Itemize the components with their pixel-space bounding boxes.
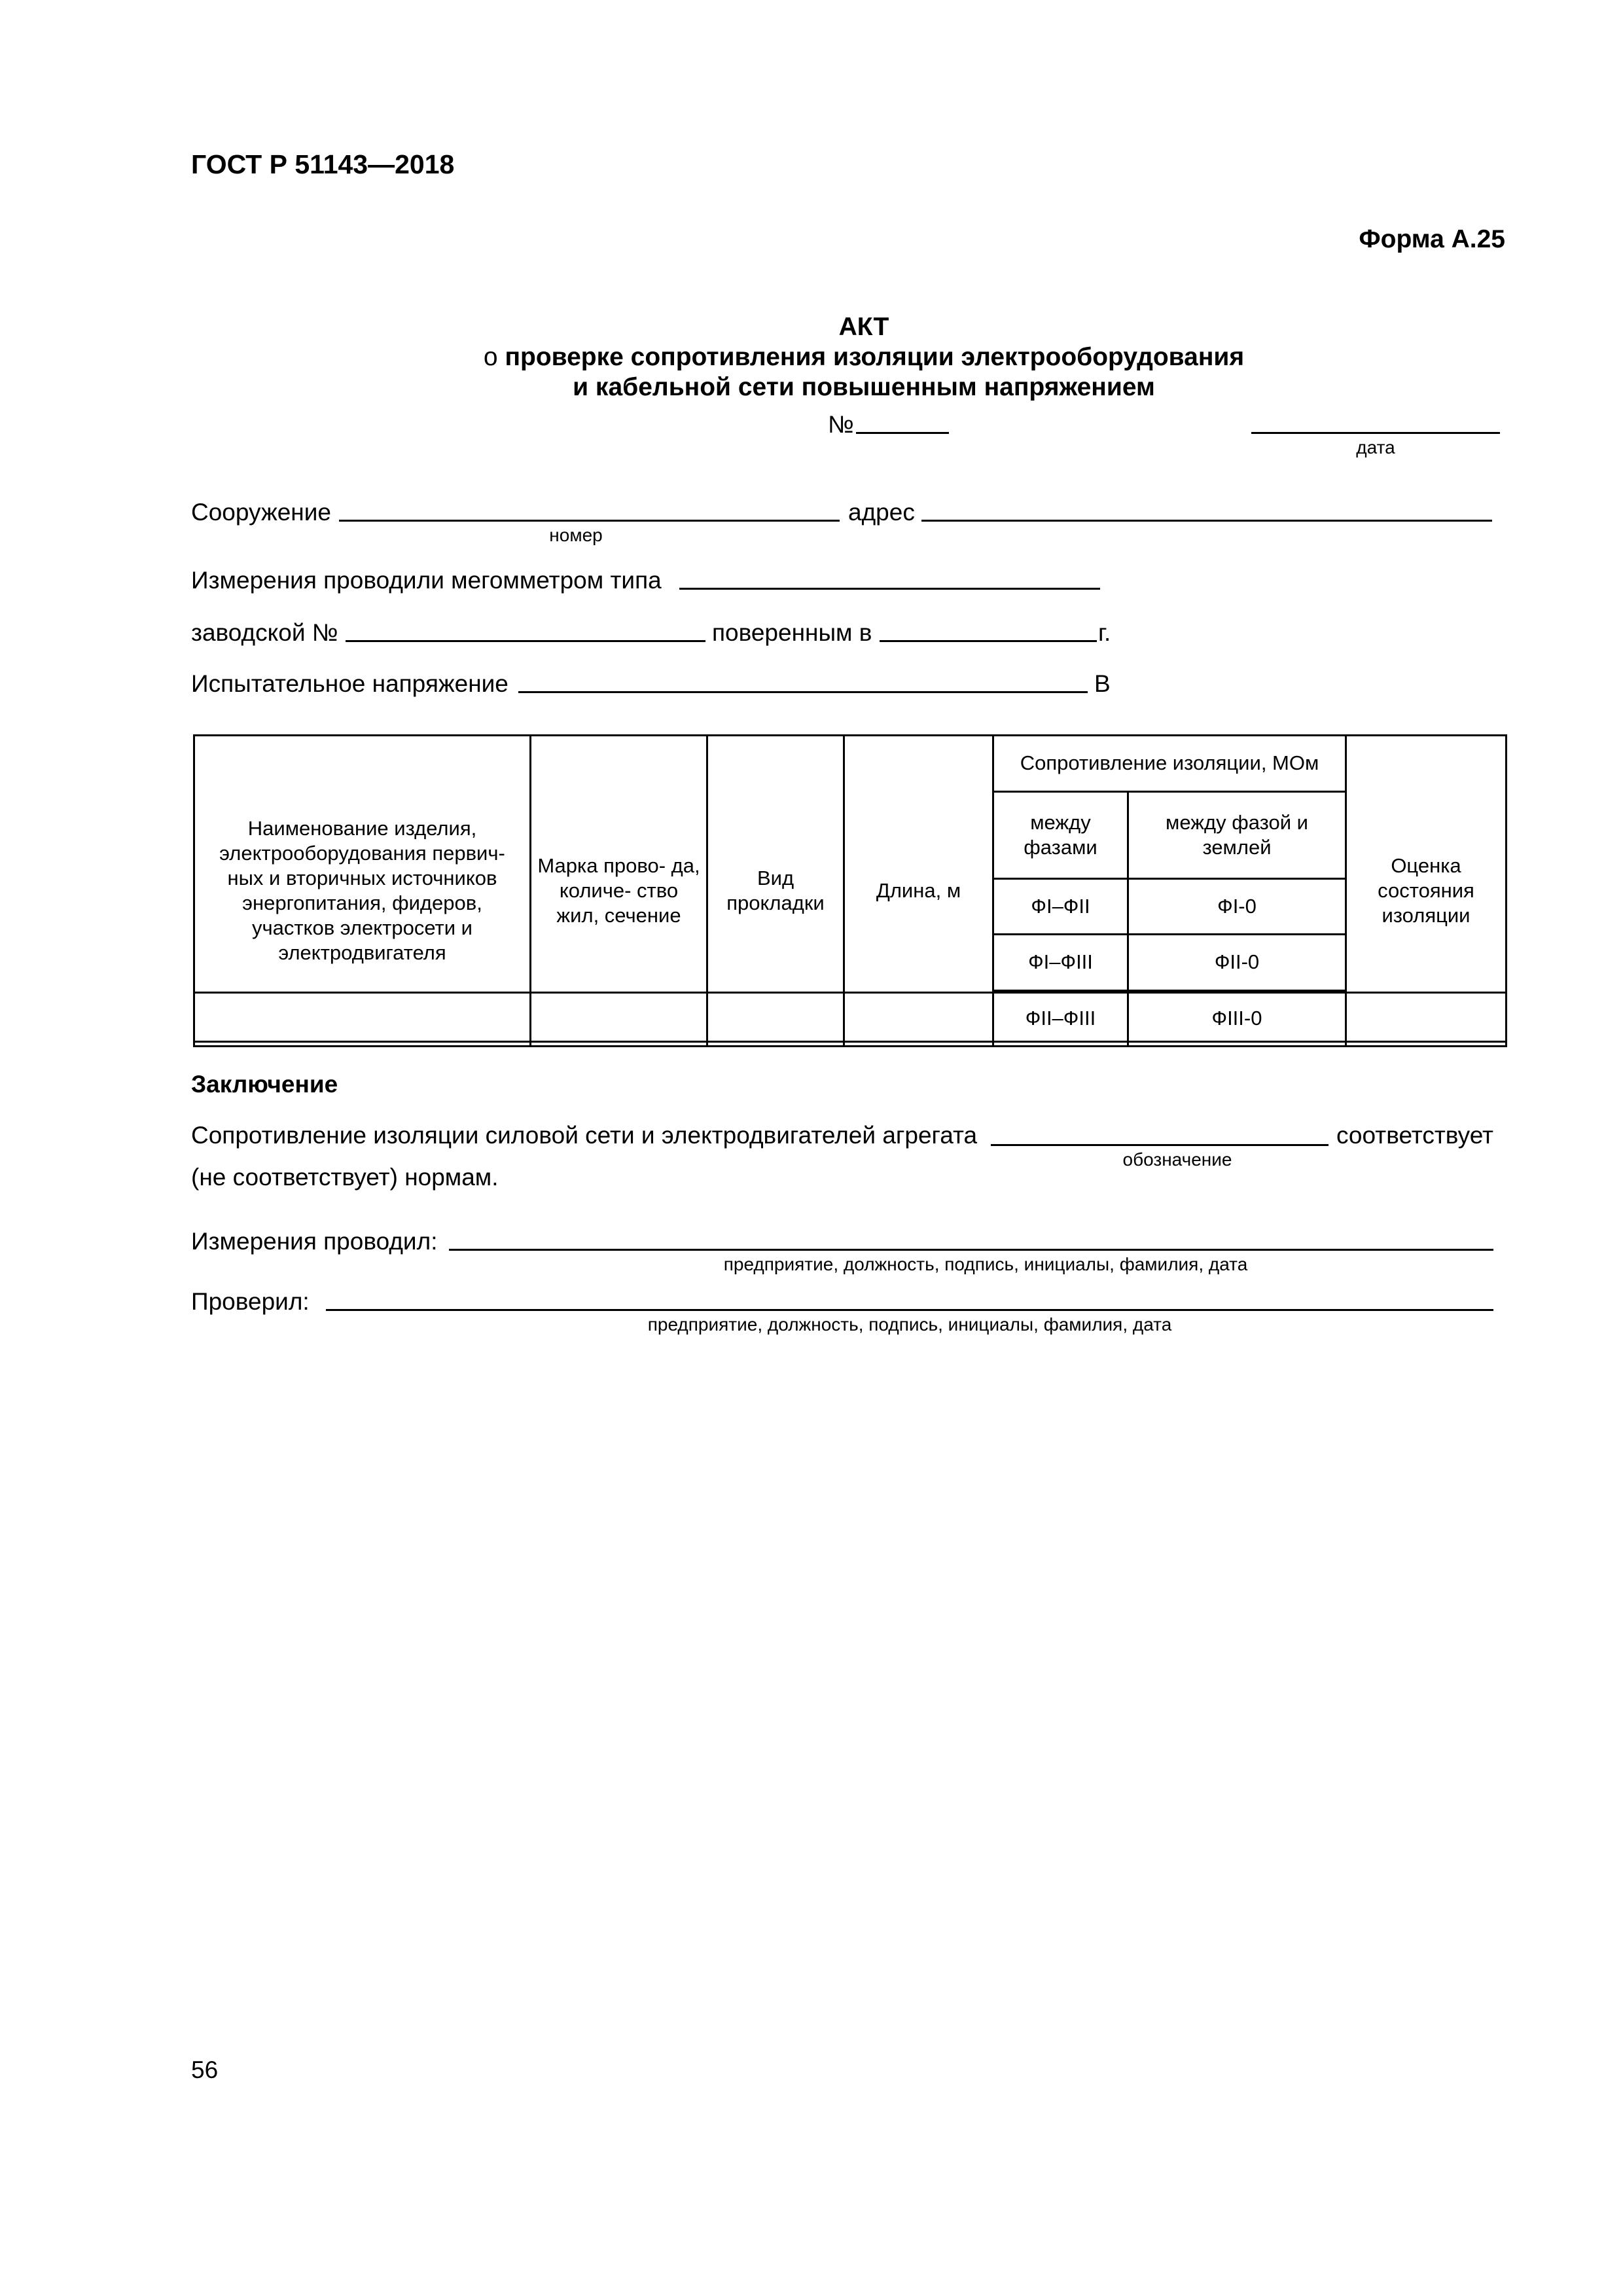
data-cell-wire[interactable]	[531, 993, 707, 1042]
voltage-field[interactable]	[518, 691, 1088, 693]
act-subtitle-main: проверке сопротивления изоляции электрооборудования	[505, 343, 1245, 371]
phase-pair-cell: ФI–ФIII	[993, 935, 1128, 991]
act-subtitle-line2: и кабельной сети повышенным напряжением	[573, 373, 1155, 401]
megger-type-field[interactable]	[679, 588, 1100, 590]
measured-by-caption: предприятие, должность, подпись, инициалы, фамилия, дата	[723, 1254, 1248, 1274]
date-caption: дата	[1356, 437, 1395, 457]
act-number-field[interactable]	[856, 432, 949, 434]
voltage-label: Испытательное напряжение	[191, 670, 508, 697]
checked-by-field[interactable]	[326, 1309, 1493, 1311]
page-number: 56	[191, 2056, 219, 2083]
year-suffix: г.	[1098, 619, 1111, 646]
conclusion-line2: (не соответствует) нормам.	[191, 1164, 499, 1191]
facility-caption: номер	[549, 525, 603, 545]
col-header-assessment: Оценка состояния изоляции	[1346, 736, 1507, 1047]
designation-caption: обозначение	[1122, 1149, 1232, 1170]
data-cell-name[interactable]	[194, 993, 531, 1042]
col-header-name: Наименование изделия, электрооборудования первич- ных и вторичных источников энергопитания, фидеров, участков электросети и электродвигателя	[194, 736, 531, 1047]
conclusion-complies: соответствует	[1336, 1122, 1493, 1149]
data-cell-length[interactable]	[844, 993, 993, 1042]
phase-pair-cell: ФI–ФII	[993, 878, 1128, 935]
address-label: адрес	[848, 499, 915, 526]
data-row-table	[193, 992, 1507, 1043]
act-number-label: №	[828, 411, 854, 438]
phase-ground-cell: ФII-0	[1128, 935, 1346, 991]
voltage-unit: В	[1094, 670, 1111, 697]
act-title: АКТ	[838, 313, 889, 341]
address-field[interactable]	[921, 520, 1492, 522]
data-cell-laying[interactable]	[707, 993, 844, 1042]
conclusion-heading: Заключение	[191, 1071, 338, 1098]
facility-label: Сооружение	[191, 499, 331, 526]
act-subtitle-line1	[0, 343, 1623, 372]
act-date-field[interactable]	[1251, 432, 1500, 434]
serial-number-field[interactable]	[346, 640, 705, 642]
sub-header-phase-ground: между фазой и землей	[1128, 791, 1346, 878]
verified-field[interactable]	[880, 640, 1097, 642]
col-header-resistance: Сопротивление изоляции, МОм	[993, 736, 1346, 792]
form-number: Форма А.25	[1359, 225, 1505, 253]
checked-by-label: Проверил:	[191, 1288, 310, 1315]
data-cell-resistance[interactable]	[993, 993, 1346, 1042]
facility-field[interactable]	[339, 520, 840, 522]
phase-ground-cell: ФI-0	[1128, 878, 1346, 935]
checked-by-caption: предприятие, должность, подпись, инициалы, фамилия, дата	[647, 1314, 1172, 1335]
verified-label: поверенным в	[712, 619, 872, 646]
standard-code: ГОСТ Р 51143—2018	[191, 149, 455, 179]
sub-header-phases: между фазами	[993, 791, 1128, 878]
col-header-laying: Вид прокладки	[707, 736, 844, 1047]
act-subtitle-prefix: о	[483, 343, 498, 371]
conclusion-text: Сопротивление изоляции силовой сети и электродвигателей агрегата	[191, 1122, 978, 1149]
data-cell-assessment[interactable]	[1346, 993, 1507, 1042]
megger-label: Измерения проводили мегомметром типа	[191, 567, 662, 594]
phase-pair-cell: ФII–ФIII	[993, 990, 1128, 1047]
phase-ground-cell: ФIII-0	[1128, 990, 1346, 1047]
measured-by-label: Измерения проводил:	[191, 1228, 438, 1255]
col-header-wire: Марка прово- да, количе- ство жил, сечение	[531, 736, 707, 1047]
serial-label: заводской №	[191, 619, 338, 646]
measured-by-field[interactable]	[449, 1249, 1493, 1251]
col-header-length: Длина, м	[844, 736, 993, 1047]
aggregate-designation-field[interactable]	[991, 1144, 1329, 1146]
